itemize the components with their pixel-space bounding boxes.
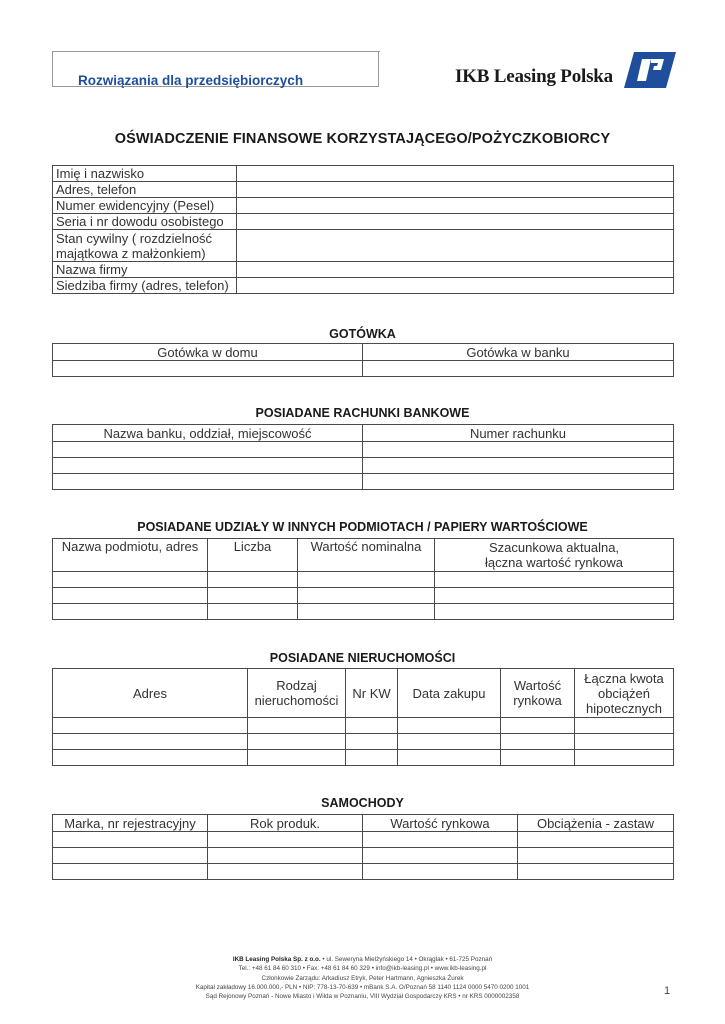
table-row xyxy=(53,198,674,214)
table-cell[interactable] xyxy=(363,832,518,848)
table-cell[interactable] xyxy=(346,734,398,750)
table-cell[interactable] xyxy=(518,848,674,864)
table-cell[interactable] xyxy=(363,458,674,474)
table-cell[interactable] xyxy=(575,734,674,750)
table-cell[interactable] xyxy=(298,572,435,588)
table-cell[interactable] xyxy=(248,734,346,750)
shares-table xyxy=(52,538,674,620)
field-input[interactable] xyxy=(237,182,674,198)
table-cell[interactable] xyxy=(501,718,575,734)
table-cell[interactable] xyxy=(53,750,248,766)
section-title-shares: POSIADANE UDZIAŁY W INNYCH PODMIOTACH / PAPIERY WARTOŚCIOWE xyxy=(137,520,588,534)
column-header: Łączna kwota obciążeń hipotecznych xyxy=(575,669,674,718)
table-cell[interactable] xyxy=(53,442,363,458)
table-cell[interactable] xyxy=(575,750,674,766)
table-cell[interactable] xyxy=(363,864,518,880)
field-input[interactable] xyxy=(237,278,674,294)
column-header: Wartość rynkowa xyxy=(501,669,575,718)
table-cell[interactable] xyxy=(208,832,363,848)
ikb-logo-icon xyxy=(624,52,676,88)
table-cell[interactable] xyxy=(346,750,398,766)
table-cell[interactable] xyxy=(53,718,248,734)
table-cell[interactable] xyxy=(53,864,208,880)
field-label: Siedziba firmy (adres, telefon) xyxy=(53,278,237,294)
table-cell[interactable] xyxy=(248,718,346,734)
table-cell[interactable] xyxy=(398,750,501,766)
column-header: Gotówka w domu xyxy=(53,344,363,361)
table-cell[interactable] xyxy=(208,604,298,620)
table-cell[interactable] xyxy=(208,848,363,864)
table-cell[interactable] xyxy=(518,864,674,880)
column-header: Nazwa banku, oddział, miejscowość xyxy=(53,425,363,442)
table-header-row xyxy=(53,815,674,832)
table-row xyxy=(53,166,674,182)
table-cell[interactable] xyxy=(435,604,674,620)
footer-contact: Tel.: +48 61 84 60 310 • Fax: +48 61 84 60 329 • info@ikb-leasing.pl • www.ikb-leasing.pl xyxy=(238,965,487,973)
table-cell[interactable] xyxy=(501,734,575,750)
table-row xyxy=(53,230,674,262)
table-row xyxy=(53,572,674,588)
column-header: Gotówka w banku xyxy=(363,344,674,361)
field-input[interactable] xyxy=(237,166,674,182)
column-header: Data zakupu xyxy=(398,669,501,718)
section-title-accounts: POSIADANE RACHUNKI BANKOWE xyxy=(255,406,470,420)
table-cell[interactable] xyxy=(53,848,208,864)
company-footer xyxy=(0,955,725,1001)
document-title: OŚWIADCZENIE FINANSOWE KORZYSTAJĄCEGO/POŻYCZKOBIORCY xyxy=(114,131,611,147)
table-cell[interactable] xyxy=(298,588,435,604)
table-cell[interactable] xyxy=(53,588,208,604)
table-row xyxy=(53,588,674,604)
column-header: Adres xyxy=(53,669,248,718)
table-cell[interactable] xyxy=(435,572,674,588)
column-header: Rodzaj nieruchomości xyxy=(248,669,346,718)
table-header-row xyxy=(53,539,674,572)
column-header: Wartość rynkowa xyxy=(363,815,518,832)
section-title-cash: GOTÓWKA xyxy=(329,327,396,341)
field-label: Seria i nr dowodu osobistego xyxy=(53,214,237,230)
field-input[interactable] xyxy=(237,262,674,278)
table-cell[interactable] xyxy=(53,734,248,750)
column-header: Liczba xyxy=(208,539,298,572)
table-header-row xyxy=(53,344,674,361)
table-cell[interactable] xyxy=(363,848,518,864)
section-title-realestate: POSIADANE NIERUCHOMOŚCI xyxy=(269,651,456,665)
table-header-row xyxy=(53,425,674,442)
table-cell[interactable] xyxy=(518,832,674,848)
field-label: Stan cywilny ( rozdzielność majątkowa z małżonkiem) xyxy=(53,230,237,262)
table-cell[interactable] xyxy=(208,864,363,880)
table-row xyxy=(53,474,674,490)
table-cell[interactable] xyxy=(363,361,674,377)
field-label: Nazwa firmy xyxy=(53,262,237,278)
column-header: Nazwa podmiotu, adres xyxy=(53,539,208,572)
table-cell[interactable] xyxy=(208,588,298,604)
table-row xyxy=(53,718,674,734)
field-input[interactable] xyxy=(237,230,674,262)
column-header: Nr KW xyxy=(346,669,398,718)
page-number: 1 xyxy=(664,985,671,997)
field-input[interactable] xyxy=(237,198,674,214)
table-cell[interactable] xyxy=(501,750,575,766)
field-label: Adres, telefon xyxy=(53,182,237,198)
column-header: Marka, nr rejestracyjny xyxy=(53,815,208,832)
table-cell[interactable] xyxy=(298,604,435,620)
table-cell[interactable] xyxy=(435,588,674,604)
column-header: Numer rachunku xyxy=(363,425,674,442)
table-row xyxy=(53,604,674,620)
table-cell[interactable] xyxy=(248,750,346,766)
footer-address-line: IKB Leasing Polska Sp. z o.o. • ul. Seweryna Mielżyńskiego 14 • Okrąglak • 61-725 Poznań xyxy=(232,956,493,963)
table-cell[interactable] xyxy=(53,572,208,588)
table-row xyxy=(53,262,674,278)
table-cell[interactable] xyxy=(398,718,501,734)
table-cell[interactable] xyxy=(53,474,363,490)
table-row xyxy=(53,182,674,198)
table-cell[interactable] xyxy=(398,734,501,750)
column-header: Szacunkowa aktualna, łączna wartość rynkowa xyxy=(435,539,674,572)
table-row xyxy=(53,278,674,294)
cars-table xyxy=(52,814,674,880)
table-cell[interactable] xyxy=(53,458,363,474)
field-label: Imię i nazwisko xyxy=(53,166,237,182)
table-cell[interactable] xyxy=(363,442,674,458)
table-row xyxy=(53,864,674,880)
field-label: Numer ewidencyjny (Pesel) xyxy=(53,198,237,214)
table-row xyxy=(53,750,674,766)
brand-name: IKB Leasing Polska xyxy=(455,66,613,87)
accounts-table xyxy=(52,424,674,490)
table-cell[interactable] xyxy=(346,718,398,734)
footer-court: Sąd Rejonowy Poznań - Nowe Miasto i Wilda w Poznaniu, VIII Wydział Gospodarczy KRS • nr KRS 0000002358 xyxy=(205,993,520,1001)
personal-data-table xyxy=(52,165,674,294)
section-title-cars: SAMOCHODY xyxy=(321,796,404,810)
table-row xyxy=(53,361,674,377)
table-row xyxy=(53,734,674,750)
footer-capital: Kapitał zakładowy 16.000.000,- PLN • NIP: 778-13-70-639 • mBank S.A. O/Poznań 58 1140 1124 0000 5470 0200 1001 xyxy=(195,983,530,991)
table-cell[interactable] xyxy=(575,718,674,734)
table-row xyxy=(53,442,674,458)
table-row xyxy=(53,848,674,864)
table-cell[interactable] xyxy=(363,474,674,490)
tagline: Rozwiązania dla przedsiębiorczych xyxy=(78,73,304,88)
table-cell[interactable] xyxy=(53,604,208,620)
footer-company-name: IKB Leasing Polska Sp. z o.o. xyxy=(232,956,321,963)
table-row xyxy=(53,214,674,230)
table-cell[interactable] xyxy=(208,572,298,588)
column-header: Wartość nominalna xyxy=(298,539,435,572)
column-header: Obciążenia - zastaw xyxy=(518,815,674,832)
footer-address: ul. Seweryna Mielżyńskiego 14 • Okrąglak • 61-725 Poznań xyxy=(326,956,493,963)
table-cell[interactable] xyxy=(53,361,363,377)
table-cell[interactable] xyxy=(53,832,208,848)
footer-board: Członkowie Zarządu: Arkadiusz Etryk, Peter Hartmann, Agnieszka Żurek xyxy=(261,974,464,982)
table-row xyxy=(53,458,674,474)
column-header: Rok produk. xyxy=(208,815,363,832)
cash-table xyxy=(52,343,674,377)
field-input[interactable] xyxy=(237,214,674,230)
table-row xyxy=(53,832,674,848)
realestate-table xyxy=(52,668,674,766)
table-header-row xyxy=(53,669,674,718)
